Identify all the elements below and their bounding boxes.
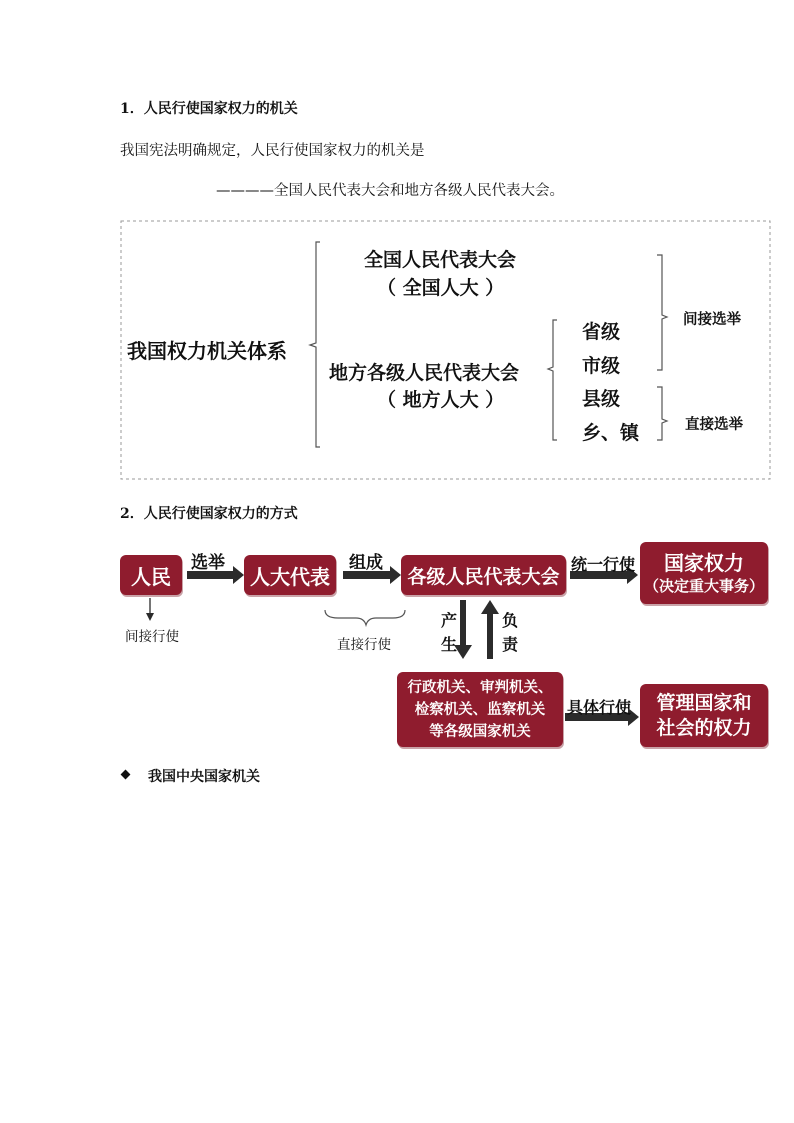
congress-box — [401, 555, 566, 595]
specific-exercise-label: 具体行使 — [567, 698, 632, 717]
organs-line3: 等各级国家机关 — [429, 723, 531, 740]
level-township: 乡、镇 — [582, 422, 640, 444]
section1-line2: ————全国人民代表大会和地方各级人民代表大会。 — [216, 183, 564, 199]
deputies-box — [244, 555, 336, 595]
indirect-exercise-label: 间接行使 — [125, 629, 179, 645]
responsible-char-1: 负 — [502, 611, 519, 630]
manage-power-line1: 管理国家和 — [656, 691, 752, 714]
local-congress-abbr: （ 地方人大 ） — [377, 389, 505, 411]
compose-label: 组成 — [349, 553, 383, 573]
indirect-brace — [657, 255, 667, 370]
level-province: 省级 — [582, 321, 621, 343]
produce-char-2: 生 — [441, 635, 458, 654]
diamond-bullet-icon — [121, 770, 130, 779]
direct-election-label: 直接选举 — [685, 417, 743, 433]
responsible-char-2: 责 — [502, 635, 519, 654]
local-congress-label: 地方各级人民代表大会 — [329, 362, 520, 384]
level-county: 县级 — [582, 388, 621, 410]
direct-exercise-brace — [325, 610, 405, 625]
unified-exercise-label: 统一行使 — [571, 555, 636, 574]
elect-label: 选举 — [191, 553, 225, 573]
level-city: 市级 — [582, 355, 621, 377]
congress-label: 各级人民代表大会 — [407, 565, 560, 588]
root-label: 我国权力机关体系 — [127, 339, 287, 363]
produce-char-1: 产 — [441, 611, 458, 630]
section2-heading: 2．人民行使国家权力的方式 — [120, 506, 298, 522]
deputies-label: 人大代表 — [250, 564, 330, 589]
state-power-box — [640, 542, 768, 604]
manage-power-box — [640, 684, 768, 747]
section3-heading: 我国中央国家机关 — [148, 769, 260, 785]
organs-line2: 检察机关、监察机关 — [414, 701, 546, 718]
direct-exercise-label: 直接行使 — [337, 637, 391, 653]
levels-brace — [548, 320, 557, 440]
section1-line1: 我国宪法明确规定，人民行使国家权力的机关是 — [120, 143, 425, 159]
state-power-title: 国家权力 — [664, 551, 744, 575]
people-box — [120, 555, 182, 595]
section1-heading: 1．人民行使国家权力的机关 — [120, 101, 298, 117]
manage-power-line2: 社会的权力 — [656, 716, 752, 739]
people-label: 人民 — [131, 564, 171, 589]
national-congress-abbr: （ 全国人大 ） — [377, 277, 505, 299]
state-power-sub: （决定重大事务） — [643, 577, 764, 595]
national-congress-label: 全国人民代表大会 — [364, 249, 517, 271]
indirect-election-label: 间接选举 — [683, 312, 741, 328]
state-organs-box — [397, 672, 563, 747]
arrow-responsible-icon — [481, 600, 499, 659]
organs-line1: 行政机关、审判机关、 — [407, 679, 553, 696]
direct-brace — [657, 387, 667, 440]
root-brace — [310, 242, 320, 447]
